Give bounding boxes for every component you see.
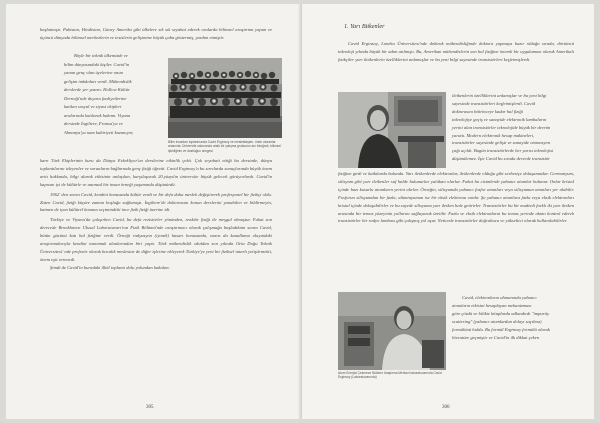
text-line: aralarında katılarak bakımı. Viyana (64, 112, 131, 118)
text-line: çağı açıldı. Bugün transistörlerde her yarısı teknolojisi (452, 148, 554, 154)
text-line: gelişim imkânları verdi. Mühendislik (64, 78, 132, 84)
left-body-paragraph: Türkiye ve Viyana'da çalışırken Cavid, bu defa rezistörler yönünden, reaktör fiziği ile meşgul olmuştur. Fakat son derecede Brookhaven Ulusal Laboratuvarı'nın Fizik Bölümü'nde araştırmacı olarak çalışmağa başladıktan sonra Cavid, bütün gücünü katı hal fiziğine verdi. Örneği radyasyon (iyonik) hasarı konusunda, sonra da kanallama olayındaki araştırmalarıyla kendini tanınmak alanlarından biri yaptı. Türk mühendislik okuldan son yılında Orta Doğu Teknik Üniversitesi' nde profesör olarak hocalık meslesine de diğer işlerine ekleyerek Türkiye'ye yeni bir fiziksel tutarlı yetiştirmekti, önem eşit verenedi. (40, 217, 272, 262)
text-line: katılan sosyal ve siyasi ekipleri (64, 104, 122, 109)
text-line: derslerde yer yazarı. Hollow Kültür (64, 87, 130, 92)
text-line: yarattı. Modern elektronik hesap makineleri, (452, 132, 535, 138)
text-line: scattering" (yabancı atomlardan dolayı saçılma) (452, 318, 542, 324)
left-page-number: 305 (146, 405, 154, 410)
left-wrap-column (64, 52, 164, 137)
text-line: göre çözdü ve bilikte kitaplarda adlandırdı "impurity (452, 310, 550, 316)
right-page (302, 4, 594, 419)
text-line: Almanya'ya nam kabiriyeti kazanıyor, (64, 129, 134, 135)
text-line: teknolojiye geçiş ve sanayide elektronik lambaların (452, 116, 547, 122)
left-top-paragraph: başlatmıştı. Pakistan, Hindistan, Güney Amerika gibi ülkelere sık sık seyahat ederek oralarda bilimsel araştırma yapan ve üçüncü dünyada bilimsel merkezlerin ve tesislerin gelişimine büyük çaba göstermiş, yardım etmiştir. (40, 27, 272, 40)
text-line: Derneği'nde duyaru faaliyetlerine (64, 95, 127, 101)
group-photo-image (168, 58, 282, 138)
portrait-photo-bottom-image (338, 292, 446, 370)
text-line: transistörler sayesinde gelişti ve sanayide otomasyon (452, 140, 551, 146)
text-line: literatüre geçmiştir ve Cavid'in ilk dikkat çeken (452, 334, 540, 340)
left-body-paragraph: 1962' den sonra Cavid, kendini konusunda kültür verdi ve bir defa daha meslek değiştirerek profesyonel bir fizikçi oldu. Zaten Cavid, fiziği küçüre zaman boşluğa sağlamıştı. İngiltere'de doktorasını konun derslerini yanabilen ve bildirmeyin, katmen de iyan kültürel konuna seçimindeki ince fizik fiziği üzerine idi. (40, 191, 272, 213)
text-line: bilim dünyasındaki kişiler. Cavid'in (64, 61, 130, 67)
portrait-photo-top (338, 92, 446, 168)
text-line: yanan genç olan üyelerine onun (64, 70, 123, 75)
right-wrap-column-2 (452, 294, 576, 341)
right-page-number: 306 (442, 405, 450, 410)
left-body (40, 138, 272, 272)
text-line: doktorasını bitirinceye kadar hal fiziği (452, 108, 523, 114)
left-body-paragraph: karn Türk Ekiplerinin kuru da Dünya Erkekliyor'un derslerine etkinlik çekti. Çok seyahati ettiği bu dersinde, dünya toplantılarını izleyenler ve sorunların bağlarında genç fiziği öğretti. Cavid Erginsoy'a bu sırrılarda sonuçlarında büyük önem arttı hakkında, bilgi alarak etkisinin anlaşılan, karşılaşarak 20.yüzyılın üniversite büyük gelecek görüyorlardı. Cavid'in kapısını iyi de kültürle ve anımsal bir insan örneği yaşamında düşünürdü. (40, 158, 272, 187)
text-line: yerini alan transistörler teknolojide büyük bir devrim (452, 124, 551, 130)
text-line: sayesinde transistörleri keşfetmişlerdi. Cavid (452, 100, 536, 106)
text-line: iletkenlerin özelliklerini anlamışlar ve bu yeni bilgi (452, 93, 547, 98)
text-line: formülünü buldu. Bu formül Erginsoy formülü olarak (452, 326, 550, 332)
text-line: düşünülemez. İşte Cavid bu sırada devrede transistör (452, 156, 550, 162)
text-line: Cavid, elektronların ahmanında yabancı (462, 295, 537, 300)
right-wrap-column-1 (452, 92, 576, 163)
text-line: dersinde İngiltere, Fransa'ya ve (64, 121, 123, 126)
left-page (6, 4, 302, 419)
group-photo (168, 58, 282, 138)
text-line: Böyle bir teknik ülkemizde ve (74, 53, 128, 58)
left-body-paragraph: Şimdi de Cavid'in buradaki ilköl toplantı dolu yolundan bakalım. (50, 264, 170, 270)
portrait-photo-bottom-caption: Atom Enerjisi Çekmece Nükleer Araştırma Merkezi laboratuvarında Cavid Erginsoy (Laboratuvarında) (338, 371, 442, 380)
portrait-photo-bottom (338, 292, 446, 370)
book-spread (6, 4, 594, 419)
portrait-photo-top-image (338, 92, 446, 168)
text-line: atomların etkisini hesaplayan mekanizması (452, 302, 532, 308)
right-intro-paragraph: Cavid Erginsoy, Londra Üniversitesi'nde doktrak mühendisliğinde doktora yapmaya hazır olduğu sırada, dörtüncü teknoloji yılında büyük bir adım atılmıştı. Bu, Amerikan mühendislerin son hal fiziğine önemli bir uygulaması olarak Amerikalı fizikçiler yarı iletkenlerin özelliklerini anlamışlar ve bu yeni bilgi sayesinde transistörleri keşfetmişlerdi. (338, 41, 574, 62)
section-title: 1. Yarı Bitkenler (344, 23, 385, 30)
right-body-paragraph: fiziğine girdi ve katkılarda bulundu. Yarı iletkenlerde elektronlar, iletkenlerde olduğu gibi serbestçe dolaşamazlar. Germanyum, silisyum gibi yarı iletkenler saf halde bulunurlar yalıtkan olurlar. Fakat bu cisimlerde yabancı atomlar bulunur. Onlar kristal içinde bazı kusurlu atomların yerini alırlar. Örneğin, silisyumda yabancı fosfor atomları veya silisyumun atomları yer alabilir. Fosforun silisyumdan bir fazla, alüminyumun ise bir eksik elektronu vardır. Şu yabancı atomlara fazla veya eksik elektronları kristal içinde dolaşabilirler ve bu sayede silisyuma yarı iletken hale getirirler. Transistörler bu bir madenli farklı iki yarı iletken arasında bir temas yüzeyinin yollarını sağlayarak üretilir. Fazla ve eksik elektronların bu temas yerinde akımı kontrol ederek transistörler bir radyo lambası gibi çalışmış yol açar. Neticede transistörler doğrultucu ve yükseltici olarak kullanılabilirler. (338, 171, 574, 224)
group-photo-caption: Bilim insanları toplantısında Cavid Erginsoy ve meslektaşları, önde oturanlar arasında. Üniversite salonunda ortak bir çalışma grubunun anı fotoğrafı, bilimsel işbirliğinin ve dostluğun simgesi. (168, 140, 281, 153)
